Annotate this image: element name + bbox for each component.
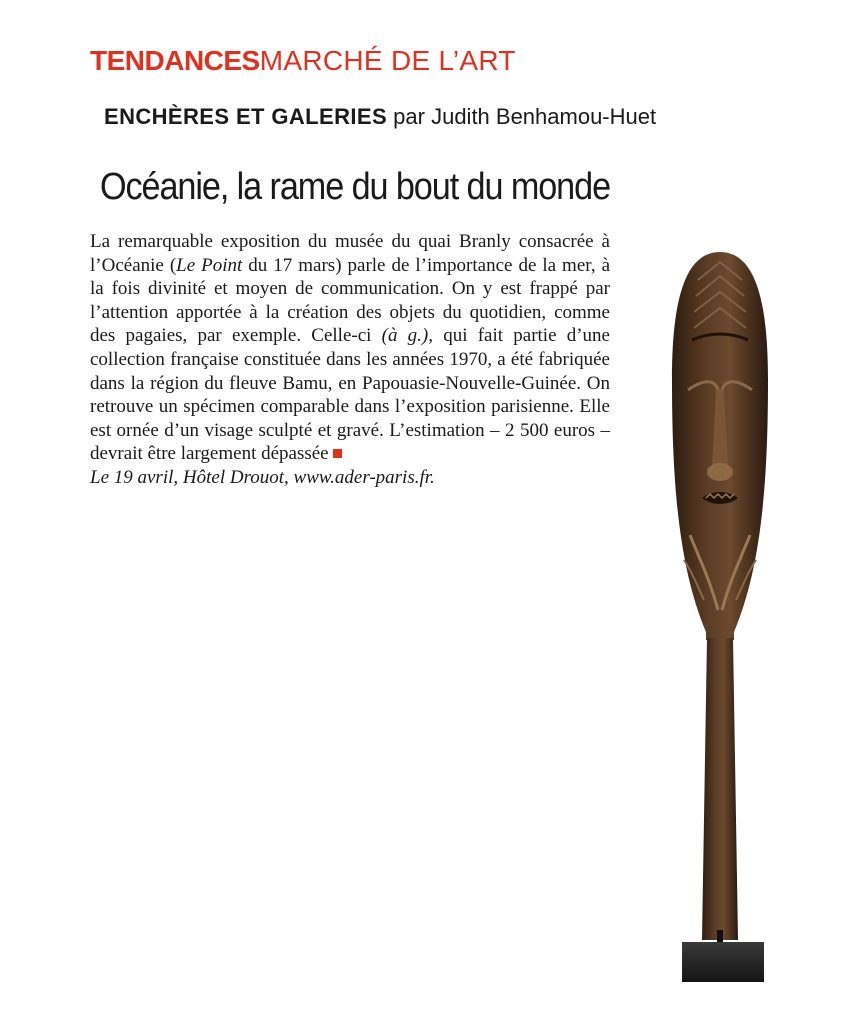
body-italic-2: (à g.), [381, 325, 434, 347]
author: par Judith Benhamou-Huet [393, 104, 657, 129]
end-mark-icon [333, 449, 342, 458]
body-part-2: du 17 mars) parle de l’importance de la mer, à la fois divinité et moyen de communication. On y est frappé par l’attention apportée à la création des objets du quotidien, comme des pagaies, par exemple. Celle-ci [90, 254, 610, 347]
section-rubric [90, 44, 516, 78]
body-part-3: qui fait partie d’une collection française constituée dans les années 1970, a été fabriquée dans la région du fleuve Bamu, en Papouasie-Nouvelle-Guinée. On retrouve un spécimen comparable dans l’exposition parisienne. Elle est ornée d’un visage sculpté et gravé. L’estimation – 2 500 euros – devrait être largement dépassée [90, 325, 610, 465]
rubric-marche-art: MARCHÉ DE L’ART [259, 45, 516, 76]
body-italic-1: Le Point [176, 254, 243, 276]
body-part-1: La remarquable exposition du musée du quai Branly consacrée à l’Océanie ( [90, 231, 610, 276]
carved-paddle-photo [660, 240, 780, 985]
article-body [90, 230, 610, 490]
body-paragraph [90, 230, 610, 466]
byline [104, 103, 656, 131]
rubric-tendances: TENDANCES [90, 45, 260, 76]
sale-credit: Le 19 avril, Hôtel Drouot, www.ader-paris.fr. [90, 466, 435, 488]
section-title: ENCHÈRES ET GALERIES [104, 104, 388, 129]
article-headline: Océanie, la rame du bout du monde [100, 166, 611, 208]
